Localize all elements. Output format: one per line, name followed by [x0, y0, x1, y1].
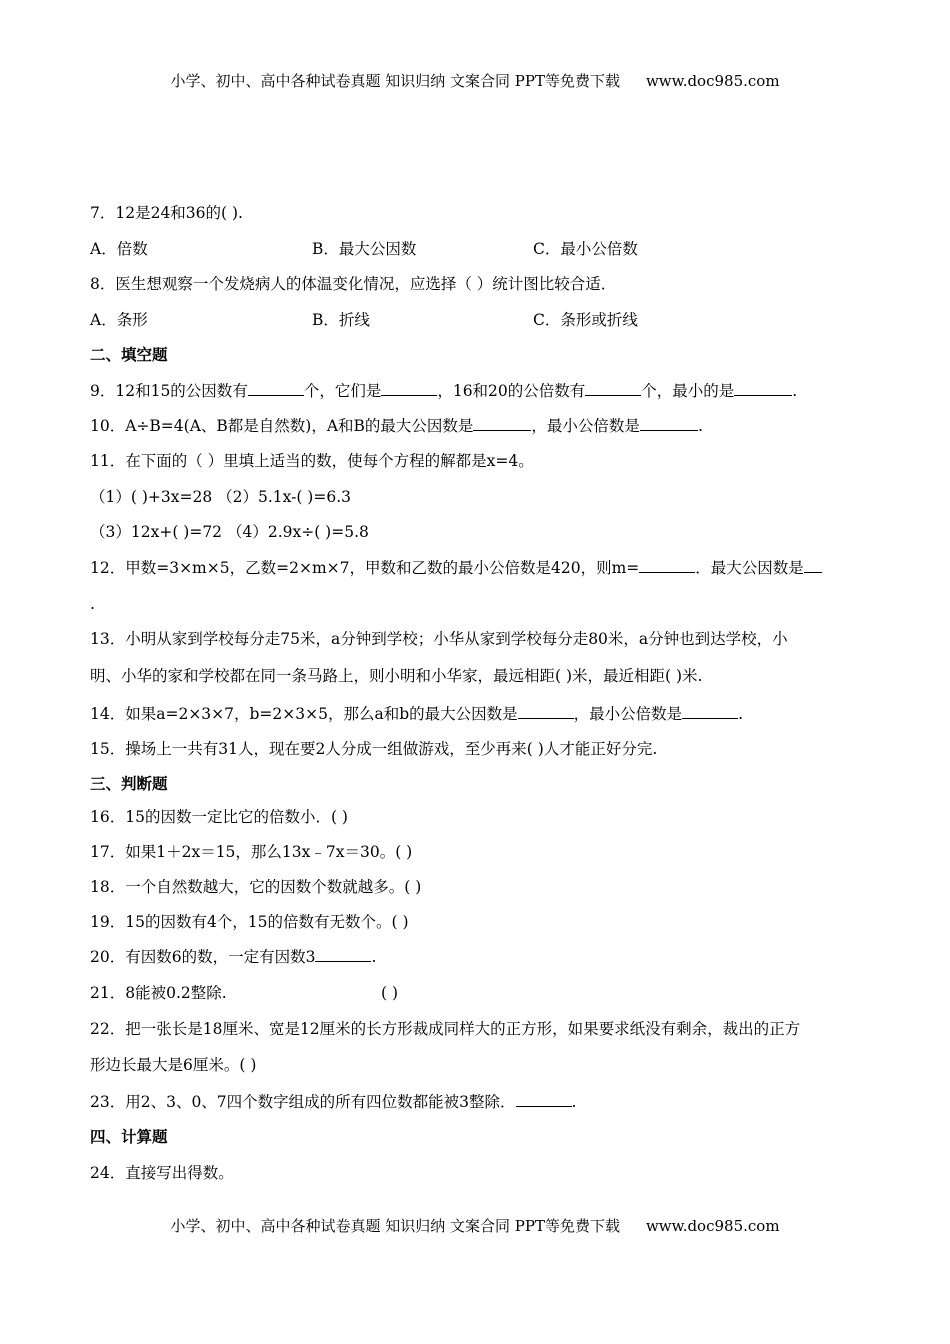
- question-13-line2: 明、小华的家和学校都在同一条马路上，则小明和小华家，最远相距( )米，最近相距( )米.: [90, 667, 703, 685]
- q12-part1: 12．甲数=3×m×5，乙数=2×m×7，甲数和乙数的最小公倍数是420，则m=: [90, 559, 640, 577]
- q23-part2: .: [571, 1093, 577, 1111]
- q21-part1: 21．8能被0.2整除.: [90, 984, 227, 1002]
- question-14: [90, 704, 743, 724]
- question-22-line2: 形边长最大是6厘米。( ): [90, 1056, 257, 1074]
- question-24: 24．直接写出得数。: [90, 1164, 234, 1182]
- question-21: [90, 983, 227, 1003]
- blank: [248, 381, 304, 396]
- blank: [473, 416, 531, 431]
- question-9: [90, 381, 797, 401]
- page-footer: [0, 1215, 950, 1236]
- question-19: 19．15的因数有4个，15的倍数有无数个。( ): [90, 913, 409, 931]
- blank: [682, 704, 738, 719]
- question-18: 18．一个自然数越大，它的因数个数就越多。( ): [90, 878, 422, 896]
- q8-option-a: A．条形: [90, 311, 148, 329]
- blank: [315, 947, 371, 962]
- q10-part3: .: [697, 417, 703, 435]
- q8-option-c: C．条形或折线: [533, 311, 638, 329]
- q14-part3: .: [738, 705, 744, 723]
- q14-part2: ，最小公倍数是: [573, 705, 683, 723]
- q20-part1: 20．有因数6的数，一定有因数3: [90, 948, 316, 966]
- q9-part2: 个，它们是: [303, 382, 382, 400]
- section-fill-blank: 二、填空题: [90, 345, 168, 364]
- q7-option-b: B．最大公因数: [312, 240, 417, 258]
- q9-part5: .: [792, 382, 798, 400]
- page-header: [0, 70, 950, 91]
- question-11: 11．在下面的（ ）里填上适当的数，使每个方程的解都是x=4。: [90, 452, 534, 470]
- blank: [585, 381, 641, 396]
- q21-bracket: ( ): [381, 984, 399, 1002]
- blank: [518, 704, 574, 719]
- question-13-line1: 13．小明从家到学校每分走75米，a分钟到学校；小华从家到学校每分走80米，a分钟也到达学校，小: [90, 630, 788, 648]
- footer-text: 小学、初中、高中各种试卷真题 知识归纳 文案合同 PPT等免费下载: [170, 1217, 620, 1235]
- question-12-end: .: [90, 595, 95, 613]
- question-15: 15．操场上一共有31人，现在要2人分成一组做游戏，至少再来( )人才能正好分完.: [90, 740, 658, 758]
- q14-part1: 14．如果a=2×3×7，b=2×3×5，那么a和b的最大公因数是: [90, 705, 518, 723]
- question-12: [90, 558, 822, 578]
- q10-part2: ，最小公倍数是: [531, 417, 640, 435]
- q10-part1: 10．A÷B=4(A、B都是自然数)，A和B的最大公因数是: [90, 417, 474, 435]
- q12-part2: ．最大公因数是: [695, 559, 804, 577]
- section-judgement: 三、判断题: [90, 774, 168, 793]
- footer-site: www.doc985.com: [645, 1217, 780, 1235]
- header-site: www.doc985.com: [645, 72, 780, 90]
- blank: [639, 558, 695, 573]
- q9-part4: 个，最小的是: [641, 382, 735, 400]
- q9-part1: 9．12和15的公因数有: [90, 382, 248, 400]
- blank: [804, 558, 822, 573]
- question-7: 7．12是24和36的( ).: [90, 204, 243, 222]
- question-22-line1: 22．把一张长是18厘米、宽是12厘米的长方形裁成同样大的正方形，如果要求纸没有剩余，裁出的正方: [90, 1020, 801, 1038]
- question-17: 17．如果1＋2x＝15，那么13x﹣7x＝30。( ): [90, 843, 413, 861]
- question-23: [90, 1092, 576, 1112]
- question-11-line1: （1）( )+3x=28 （2）5.1x-( )=6.3: [90, 488, 351, 506]
- q9-part3: ，16和20的公倍数有: [437, 382, 586, 400]
- q8-option-b: B．折线: [312, 311, 370, 329]
- section-calculation: 四、计算题: [90, 1127, 168, 1146]
- q23-part1: 23．用2、3、0、7四个数字组成的所有四位数都能被3整除．: [90, 1093, 516, 1111]
- question-11-line2: （3）12x+( )=72 （4）2.9x÷( )=5.8: [90, 523, 369, 541]
- blank: [381, 381, 437, 396]
- blank: [640, 416, 698, 431]
- blank: [734, 381, 792, 396]
- question-8: 8．医生想观察一个发烧病人的体温变化情况，应选择（ ）统计图比较合适．: [90, 275, 617, 293]
- question-10: [90, 416, 703, 436]
- q7-option-c: C．最小公倍数: [533, 240, 638, 258]
- question-16: 16．15的因数一定比它的倍数小．( ): [90, 808, 348, 826]
- blank: [516, 1092, 572, 1107]
- q20-part2: .: [371, 948, 377, 966]
- question-20: [90, 947, 376, 967]
- q7-option-a: A．倍数: [90, 240, 148, 258]
- header-text: 小学、初中、高中各种试卷真题 知识归纳 文案合同 PPT等免费下载: [170, 72, 620, 90]
